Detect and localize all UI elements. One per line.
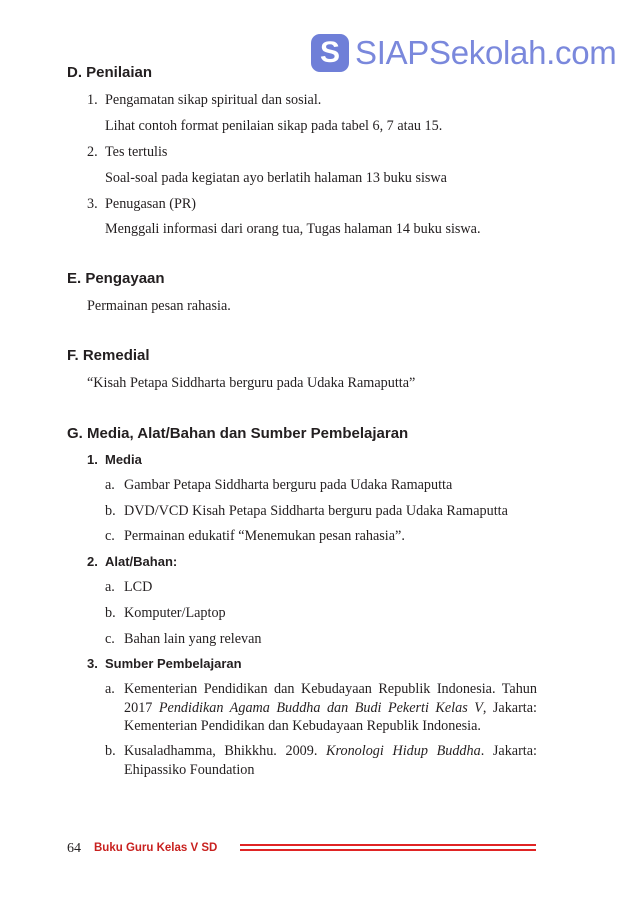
reference-a-line2: 2017 Pendidikan Agama Buddha dan Budi Pekerti Kelas V, Jakarta: — [124, 700, 537, 716]
watermark-logo — [311, 31, 616, 75]
reference-b-book-title: Kronologi Hidup Buddha — [326, 743, 481, 759]
list-letter: b. — [105, 605, 116, 621]
section-e-title: E. Pengayaan — [67, 270, 165, 287]
subsection-sumber-title: Sumber Pembelajaran — [105, 656, 242, 671]
section-f-text: “Kisah Petapa Siddharta berguru pada Udaka Ramaputta” — [87, 375, 416, 391]
subsection-number: 2. — [87, 554, 98, 569]
list-letter: a. — [105, 579, 115, 595]
list-item-detail: Menggali informasi dari orang tua, Tugas halaman 14 buku siswa. — [105, 221, 481, 237]
list-letter: a. — [105, 477, 115, 493]
subsection-number: 3. — [87, 656, 98, 671]
footer-rule-top — [240, 844, 536, 846]
list-item-detail: Soal-soal pada kegiatan ayo berlatih halaman 13 buku siswa — [105, 170, 447, 186]
page-number: 64 — [67, 841, 81, 856]
subsection-media-title: Media — [105, 452, 142, 467]
list-letter: b. — [105, 743, 116, 759]
section-g-title: G. Media, Alat/Bahan dan Sumber Pembelajaran — [67, 425, 409, 442]
list-item: Permainan edukatif “Menemukan pesan rahasia”. — [124, 528, 405, 544]
list-item-title: Penugasan (PR) — [105, 196, 197, 212]
list-item: Komputer/Laptop — [124, 605, 226, 621]
subsection-alat-title: Alat/Bahan: — [105, 554, 178, 569]
list-item-title: Pengamatan sikap spiritual dan sosial. — [105, 92, 322, 108]
section-e-text: Permainan pesan rahasia. — [87, 298, 231, 314]
subsection-number: 1. — [87, 452, 98, 467]
watermark-text: SIAPSekolah.com — [355, 34, 617, 71]
list-item: DVD/VCD Kisah Petapa Siddharta berguru pada Udaka Ramaputta — [124, 503, 508, 519]
list-number: 1. — [87, 92, 98, 108]
reference-b-line1: Kusaladhamma, Bhikkhu. 2009. Kronologi Hidup Buddha. Jakarta: — [124, 743, 537, 759]
footer-rule-bottom — [240, 849, 536, 851]
reference-a-line3: Kementerian Pendidikan dan Kebudayaan Republik Indonesia. — [124, 718, 481, 734]
section-d-title: D. Penilaian — [67, 64, 153, 81]
list-item-detail: Lihat contoh format penilaian sikap pada tabel 6, 7 atau 15. — [105, 118, 443, 134]
list-item: Gambar Petapa Siddharta berguru pada Udaka Ramaputta — [124, 477, 453, 493]
list-number: 2. — [87, 144, 98, 160]
list-item: LCD — [124, 579, 153, 595]
list-letter: c. — [105, 631, 115, 647]
watermark-badge: S — [311, 34, 349, 72]
list-letter: b. — [105, 503, 116, 519]
section-f-title: F. Remedial — [67, 347, 150, 364]
list-item: Bahan lain yang relevan — [124, 631, 262, 647]
reference-a-line1: Kementerian Pendidikan dan Kebudayaan Republik Indonesia. Tahun — [124, 681, 537, 697]
list-number: 3. — [87, 196, 98, 212]
reference-b-line2: Ehipassiko Foundation — [124, 762, 255, 778]
list-item-title: Tes tertulis — [105, 144, 168, 160]
reference-a-book-title: Pendidikan Agama Buddha dan Budi Pekerti Kelas V — [158, 700, 483, 716]
footer-book-title: Buku Guru Kelas V SD — [94, 842, 218, 854]
list-letter: a. — [105, 681, 115, 697]
list-letter: c. — [105, 528, 115, 544]
